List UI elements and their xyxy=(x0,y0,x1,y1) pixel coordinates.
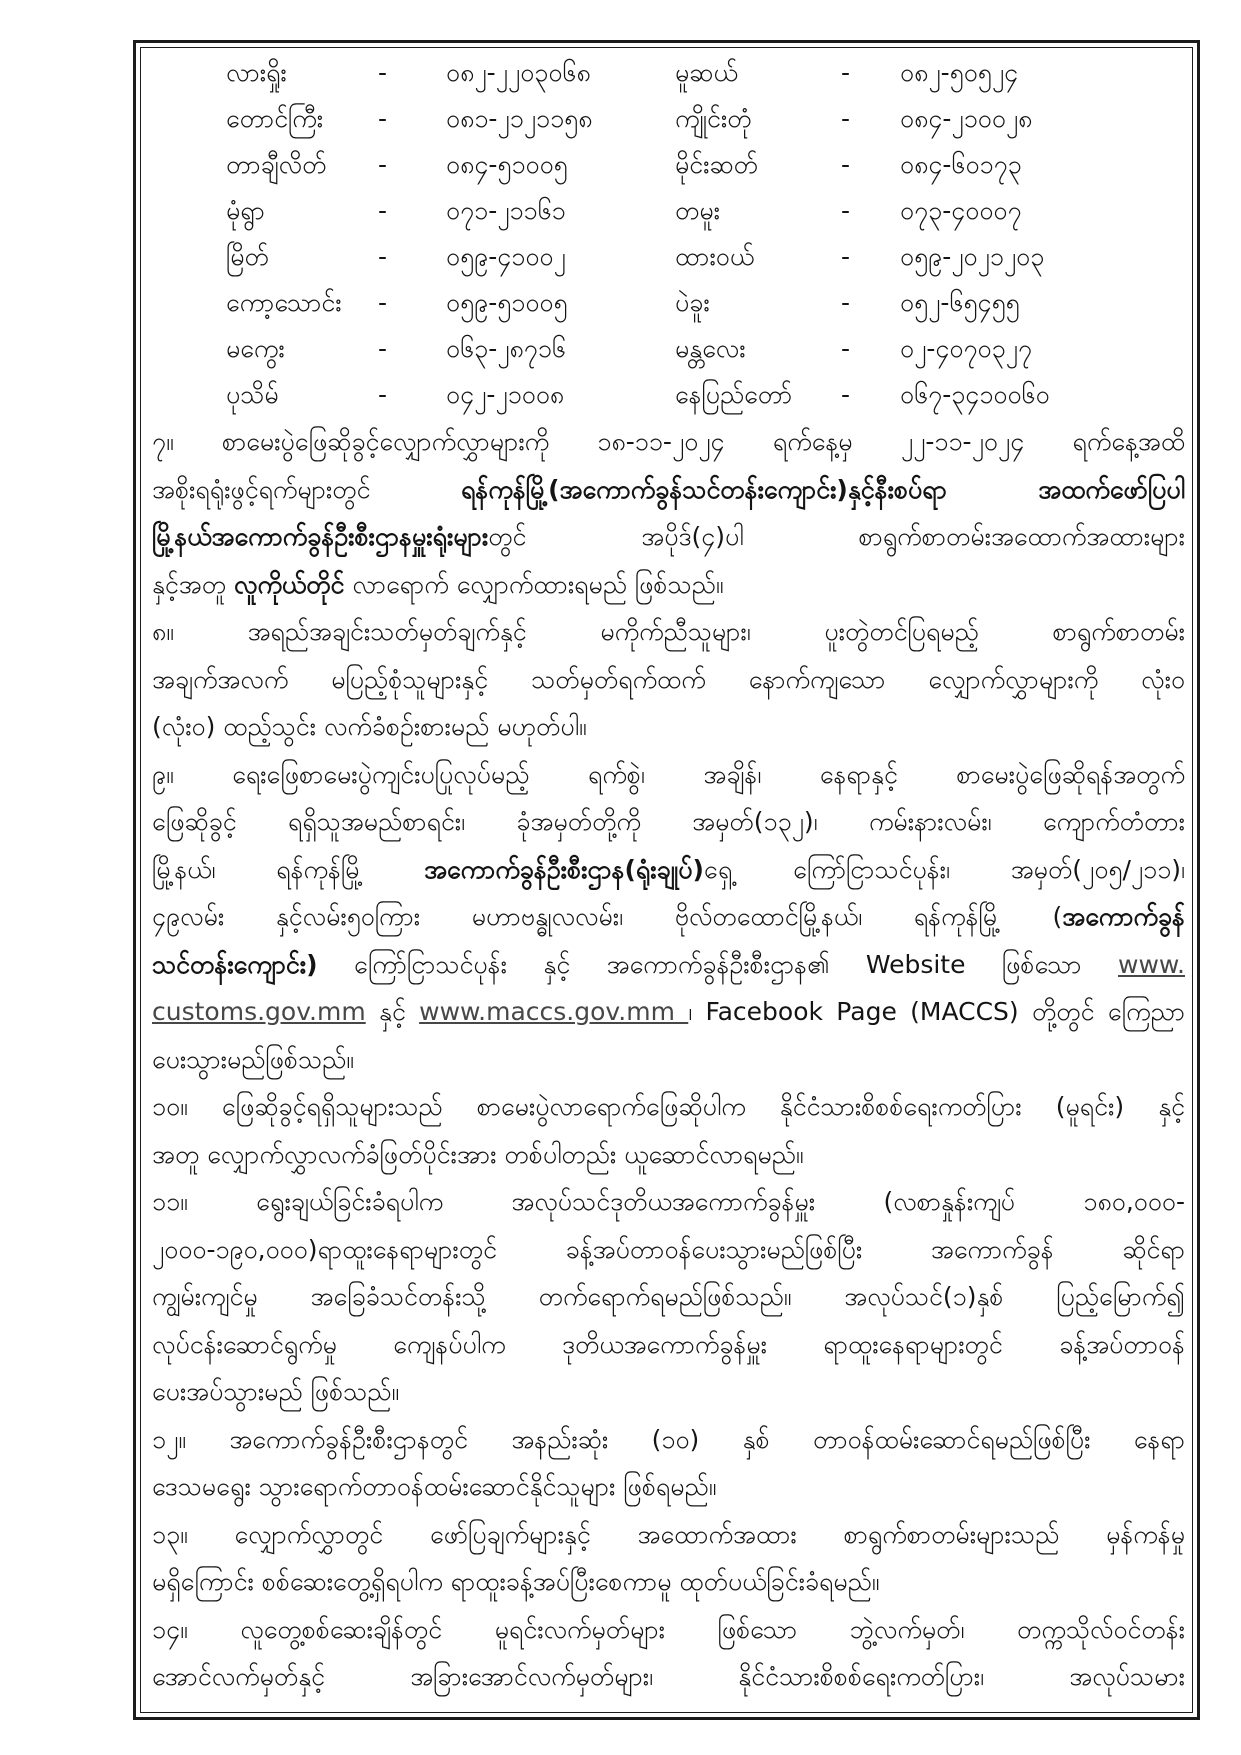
office-name: တောင်ကြီး xyxy=(226,104,324,133)
numbered-paragraph xyxy=(152,418,1185,608)
text-run: တွင် အပိုဒ်(၄)ပါ စာရွက်စာတမ်းအထောက်အထားများ xyxy=(488,522,1185,551)
phone-number: ၀၈၁-၂၁၂၁၁၅၈ xyxy=(446,104,593,133)
line-text xyxy=(152,712,587,741)
line-text xyxy=(152,1282,1185,1311)
bold-text: သင်တန်းကျောင်း) xyxy=(152,949,318,979)
line-text xyxy=(152,1662,1185,1691)
paragraph-number: ၈။ xyxy=(152,617,174,646)
phone-number: ၀၅၂-၆၅၄၅၅ xyxy=(900,288,1020,317)
numbered-paragraph xyxy=(152,1606,1185,1701)
paragraph-line xyxy=(152,941,1185,989)
separator-dash: - xyxy=(841,288,851,317)
text-run: နှင့်အတူ xyxy=(152,569,235,599)
separator-dash: - xyxy=(841,380,851,409)
paragraph-number: ၉။ xyxy=(152,759,174,789)
numbered-paragraph xyxy=(152,608,1185,751)
paragraph-line xyxy=(152,561,1185,609)
bold-text: မြို့နယ်အကောက်ခွန်ဦးစီးဌာနမှူးရုံးများ xyxy=(152,522,489,551)
paragraph-line xyxy=(152,1368,1185,1416)
paragraph-line xyxy=(152,1321,1185,1369)
paragraph-number: ၁၁။ xyxy=(152,1187,188,1216)
text-run: ရွေးချယ်ခြင်းခံရပါက အလုပ်သင်ဒုတိယအကောက်ခွန်မှူး (လစာနှုန်းကျပ် ၁၈၀,၀၀၀- xyxy=(256,1187,1185,1216)
paragraph-line xyxy=(152,1511,1185,1559)
text-run: အရည်အချင်းသတ်မှတ်ချက်နှင့် မကိုက်ညီသူများ၊ ပူးတွဲတင်ပြရမည့် စာရွက်စာတမ်း xyxy=(247,617,1185,646)
text-run: နှင့် xyxy=(365,997,420,1026)
text-run: ကျွမ်းကျင်မှု အခြေခံသင်တန်းသို့ တက်ရောက်ရမည်ဖြစ်သည်။ အလုပ်သင်(၁)နှစ် ပြည့်မြောက်၍ xyxy=(152,1282,1185,1311)
paragraph-line xyxy=(152,751,1185,799)
separator-dash: - xyxy=(378,242,388,271)
text-run: ကြော်ငြာသင်ပုန်း နှင့် အကောက်ခွန်ဦးစီးဌာန၏ Website ဖြစ်သော xyxy=(317,949,1118,979)
text-run: မရှိကြောင်း စစ်ဆေးတွေ့ရှိရပါက ရာထူးခန့်အပ်ပြီးစေကာမူ ထုတ်ပယ်ခြင်းခံရမည်။ xyxy=(152,1567,880,1596)
bold-text: အကောက်ခွန်ဦးစီးဌာန(ရုံးချုပ်) xyxy=(424,854,704,884)
paragraph-number: ၇။ xyxy=(152,427,174,456)
separator-dash: - xyxy=(378,196,388,225)
text-run: ရှေ့ ကြော်ငြာသင်ပုန်း၊ အမှတ်(၂၀၅/၂၁၁)၊ xyxy=(703,854,1185,884)
paragraph-line xyxy=(152,1606,1185,1654)
text-run: လူတွေ့စစ်ဆေးချိန်တွင် မူရင်းလက်မှတ်များ ဖြစ်သော ဘွဲ့လက်မှတ်၊ တက္ကသိုလ်ဝင်တန်း xyxy=(240,1614,1185,1644)
office-phone-list xyxy=(152,50,1185,418)
phone-number: ၀၈၄-၅၁၀၀၅ xyxy=(446,150,568,179)
paragraph-line xyxy=(152,1558,1185,1606)
line-text xyxy=(152,855,1185,884)
line-text xyxy=(152,1472,716,1501)
separator-dash: - xyxy=(378,58,388,87)
website-link[interactable]: www.maccs.gov.mm xyxy=(419,997,689,1026)
line-text xyxy=(152,1092,1185,1121)
separator-dash: - xyxy=(841,58,851,87)
office-name: မုံရွာ xyxy=(226,196,265,225)
phone-list-row xyxy=(152,188,1185,234)
text-run: ပေးအပ်သွားမည် ဖြစ်သည်။ xyxy=(152,1377,400,1406)
paragraph-line xyxy=(152,846,1185,894)
paragraph-line xyxy=(152,703,1185,751)
paragraph-number: ၁၀။ xyxy=(152,1092,188,1121)
page-content xyxy=(152,50,1185,1705)
separator-dash: - xyxy=(378,104,388,133)
phone-list-row xyxy=(152,96,1185,142)
phone-list-row xyxy=(152,50,1185,96)
line-text xyxy=(152,760,1185,789)
phone-number: ၀၈၄-၂၁၀၀၂၈ xyxy=(900,104,1033,133)
phone-number: ၀၆၃-၂၈၇၁၆ xyxy=(446,334,566,363)
phone-number: ၀၈၂-၅၀၅၂၄ xyxy=(900,58,1019,87)
phone-number: ၀၄၂-၂၁၀၀၈ xyxy=(446,380,565,409)
line-text xyxy=(152,1567,879,1596)
line-text xyxy=(152,522,1185,551)
separator-dash: - xyxy=(378,288,388,317)
office-name: ထားဝယ် xyxy=(675,242,755,271)
paragraph-line xyxy=(152,1131,1185,1179)
paragraph-line xyxy=(152,1653,1185,1701)
bold-text: လူကိုယ်တိုင် xyxy=(234,569,345,599)
office-name: တမူး xyxy=(675,196,720,225)
line-text xyxy=(152,1377,399,1406)
text-run: ရေးဖြေစာမေးပွဲကျင်းပပြုလုပ်မည့် ရက်စွဲ၊ အချိန်၊ နေရာနှင့် စာမေးပွဲဖြေဆိုရန်အတွက် xyxy=(232,759,1185,789)
text-run: ၄၉လမ်း နှင့်လမ်း၅၀ကြား မဟာဗန္ဓုလလမ်း၊ ဗိုလ်တထောင်မြို့နယ်၊ ရန်ကုန်မြို့ ( xyxy=(152,902,1063,931)
text-run: ပေးသွားမည်ဖြစ်သည်။ xyxy=(152,1044,354,1074)
line-text xyxy=(152,1187,1185,1216)
paragraph-line xyxy=(152,1036,1185,1084)
separator-dash: - xyxy=(841,242,851,271)
text-run: အစိုးရရုံးဖွင့်ရက်များတွင် xyxy=(152,474,462,504)
line-text xyxy=(152,997,1185,1026)
text-run: ဖြေဆိုခွင့်ရရှိသူများသည် စာမေးပွဲလာရောက်ဖြေဆိုပါက နိုင်ငံသားစိစစ်ရေးကတ်ပြား (မူရင်း) နှင့် xyxy=(221,1092,1185,1121)
text-run: မြို့နယ်၊ ရန်ကုန်မြို့ xyxy=(152,854,425,884)
website-link[interactable]: www. xyxy=(1118,949,1185,979)
phone-number: ၀၅၉-၂၀၂၁၂၀၃ xyxy=(900,242,1045,271)
phone-list-row xyxy=(152,372,1185,418)
paragraph-number: ၁၂။ xyxy=(152,1424,186,1454)
text-run: ၊ Facebook Page (MACCS) တို့တွင် ကြေညာ xyxy=(688,997,1185,1026)
office-name: ကျိုင်းတုံ xyxy=(675,104,752,133)
paragraph-line xyxy=(152,418,1185,466)
numbered-paragraph xyxy=(152,1511,1185,1606)
numbered-paragraphs xyxy=(152,418,1185,1701)
office-name: ပဲခူး xyxy=(675,288,710,317)
line-text xyxy=(152,427,1185,456)
office-name: မိုင်းဆတ် xyxy=(675,150,759,179)
phone-list-row xyxy=(152,280,1185,326)
text-run: လျှောက်လွှာတွင် ဖော်ပြချက်များနှင့် အထောက်အထား စာရွက်စာတမ်းများသည် မှန်ကန်မှု xyxy=(234,1519,1185,1549)
text-run: ဒေသမရွေး သွားရောက်တာဝန်ထမ်းဆောင်နိုင်သူများ ဖြစ်ရမည်။ xyxy=(152,1472,717,1501)
separator-dash: - xyxy=(841,334,851,363)
office-name: တာချီလိတ် xyxy=(226,150,327,179)
paragraph-line xyxy=(152,1178,1185,1226)
line-text xyxy=(152,1045,354,1074)
office-name: မကွေး xyxy=(226,334,285,363)
office-name: ကော့သောင်း xyxy=(226,288,342,317)
text-run: စာမေးပွဲဖြေဆိုခွင့်လျှောက်လွှာများကို ၁၈-၁၁-၂၀၂၄ ရက်နေ့မှ ၂၂-၁၁-၂၀၂၄ ရက်နေ့အထိ xyxy=(221,427,1185,456)
line-text xyxy=(152,570,723,599)
line-text xyxy=(152,1140,803,1169)
separator-dash: - xyxy=(841,150,851,179)
line-text xyxy=(152,617,1185,646)
office-name: ပုသိမ် xyxy=(226,380,279,409)
bold-text: အကောက်ခွန် xyxy=(1062,902,1185,931)
numbered-paragraph xyxy=(152,1083,1185,1178)
bold-text: ရန်ကုန်မြို့(အကောက်ခွန်သင်တန်းကျောင်း)နှင့်နီးစပ်ရာ အထက်ဖော်ပြပါ xyxy=(461,474,1185,504)
line-text xyxy=(152,475,1185,504)
text-run: (လုံးဝ) ထည့်သွင်း လက်ခံစဉ်းစားမည် မဟုတ်ပါ။ xyxy=(152,712,587,741)
paragraph-line xyxy=(152,656,1185,704)
phone-number: ၀၅၉-၄၁၀၀၂ xyxy=(446,242,566,271)
phone-list-row xyxy=(152,326,1185,372)
phone-number: ၀၇၃-၄၀၀၀၇ xyxy=(900,196,1022,225)
paragraph-line xyxy=(152,608,1185,656)
paragraph-line xyxy=(152,1083,1185,1131)
paragraph-line xyxy=(152,466,1185,514)
paragraph-line xyxy=(152,893,1185,941)
office-name: မြိတ် xyxy=(226,242,269,271)
paragraph-number: ၁၄။ xyxy=(152,1614,188,1644)
text-run: လုပ်ငန်းဆောင်ရွက်မှု ကျေနပ်ပါက ဒုတိယအကောက်ခွန်မှူး ရာထူးနေရာများတွင် ခန့်အပ်တာဝန် xyxy=(152,1329,1185,1359)
line-text xyxy=(152,1425,1185,1454)
office-name: မူဆယ် xyxy=(675,58,738,87)
text-run: အတူ လျှောက်လွှာလက်ခံဖြတ်ပိုင်းအား တစ်ပါတည်း ယူဆောင်လာရမည်။ xyxy=(152,1139,804,1169)
paragraph-line xyxy=(152,1273,1185,1321)
office-name: လားရှိုး xyxy=(226,58,287,87)
paragraph-line xyxy=(152,513,1185,561)
office-name: မန္တလေး xyxy=(675,334,746,363)
paragraph-line xyxy=(152,1226,1185,1274)
separator-dash: - xyxy=(378,334,388,363)
line-text xyxy=(152,807,1185,836)
text-run: ၂၀၀၀-၁၉၀,၀၀၀)ရာထူးနေရာများတွင် ခန့်အပ်တာဝန်ပေးသွားမည်ဖြစ်ပြီး အကောက်ခွန် ဆိုင်ရာ xyxy=(152,1234,1185,1264)
numbered-paragraph xyxy=(152,751,1185,1084)
line-text xyxy=(152,1615,1185,1644)
text-run: အကောက်ခွန်ဦးစီးဌာနတွင် အနည်းဆုံး (၁၀) နှစ် တာဝန်ထမ်းဆောင်ရမည်ဖြစ်ပြီး နေရာ xyxy=(229,1424,1185,1454)
paragraph-line xyxy=(152,1416,1185,1464)
separator-dash: - xyxy=(841,104,851,133)
separator-dash: - xyxy=(378,380,388,409)
paragraph-line xyxy=(152,798,1185,846)
phone-list-row xyxy=(152,234,1185,280)
phone-number: ၀၈၄-၆၀၁၇၃ xyxy=(900,150,1022,179)
text-run: ဖြေဆိုခွင့် ရရှိသူအမည်စာရင်း၊ ခုံအမှတ်တို့ကို အမှတ်(၁၃၂)၊ ကမ်းနားလမ်း၊ ကျောက်တံတား xyxy=(152,807,1185,836)
phone-number: ၀၅၉-၅၁၀၀၅ xyxy=(446,288,568,317)
line-text xyxy=(152,950,1185,979)
separator-dash: - xyxy=(378,150,388,179)
line-text xyxy=(152,665,1185,694)
paragraph-line xyxy=(152,1463,1185,1511)
line-text xyxy=(152,1235,1185,1264)
phone-number: ၀၂-၄၀၇၀၃၂၇ xyxy=(900,334,1033,363)
phone-list-row xyxy=(152,142,1185,188)
line-text xyxy=(152,902,1185,931)
website-link[interactable]: customs.gov.mm xyxy=(152,997,366,1026)
text-run: အချက်အလက် မပြည့်စုံသူများနှင့် သတ်မှတ်ရက်ထက် နောက်ကျသော လျှောက်လွှာများကို လုံးဝ xyxy=(152,664,1185,694)
paragraph-number: ၁၃။ xyxy=(152,1519,188,1549)
separator-dash: - xyxy=(841,196,851,225)
office-name: နေပြည်တော် xyxy=(675,380,793,409)
numbered-paragraph xyxy=(152,1416,1185,1511)
line-text xyxy=(152,1330,1185,1359)
line-text xyxy=(152,1520,1185,1549)
text-run: အောင်လက်မှတ်နှင့် အခြားအောင်လက်မှတ်များ၊ နိုင်ငံသားစိစစ်ရေးကတ်ပြား၊ အလုပ်သမား xyxy=(152,1662,1185,1691)
phone-number: ၀၈၂-၂၂၀၃၀၆၈ xyxy=(446,58,591,87)
numbered-paragraph xyxy=(152,1178,1185,1416)
phone-number: ၀၇၁-၂၁၁၆၁ xyxy=(446,196,566,225)
phone-number: ၀၆၇-၃၄၁၀၀၆၀ xyxy=(900,380,1050,409)
paragraph-line xyxy=(152,988,1185,1036)
text-run: လာရောက် လျှောက်ထားရမည် ဖြစ်သည်။ xyxy=(344,569,724,599)
